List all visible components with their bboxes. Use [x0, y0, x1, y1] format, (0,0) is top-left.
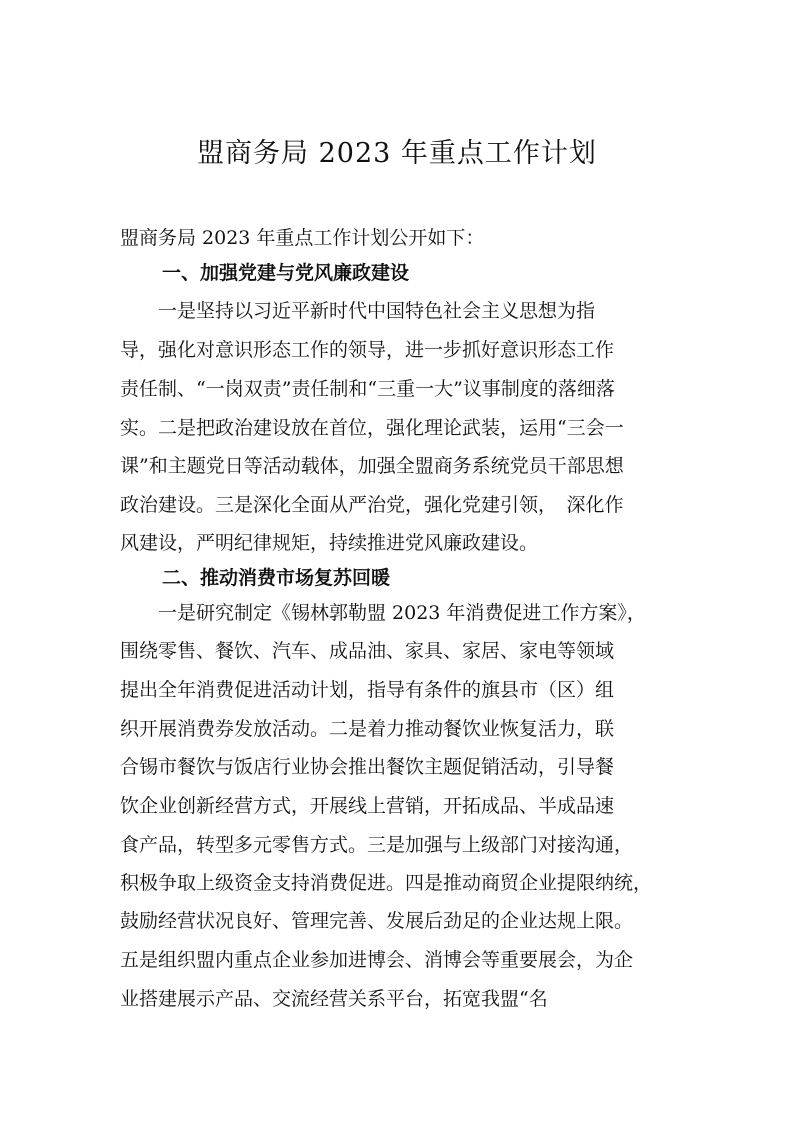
section-2-line: 五是组织盟内重点企业参加进博会、消博会等重要展会，为企: [120, 949, 634, 971]
section-2-line: 围绕零售、餐饮、汽车、成品油、家具、家居、家电等领域: [120, 640, 615, 662]
section-2-line: 织开展消费券发放活动。二是着力推动餐饮业恢复活力，联: [120, 718, 615, 740]
section-2-line: 业搭建展示产品、交流经营关系平台，拓宽我盟“名: [120, 988, 548, 1010]
section-1-line: 导，强化对意识形态工作的领导，进一步抓好意识形态工作: [120, 339, 615, 361]
section-heading-2: 二、推动消费市场复苏回暖: [162, 567, 391, 589]
intro-line: 盟商务局 2023 年重点工作计划公开如下：: [120, 227, 485, 249]
section-1-line: 实。二是把政治建设放在首位，强化理论武装，运用“三会一: [120, 417, 624, 439]
section-1-line: 政治建设。三是深化全面从严治党，强化党建引领， 深化作: [120, 494, 624, 516]
section-2-line: 一是研究制定《锡林郭勒盟 2023 年消费促进工作方案》，: [120, 602, 646, 624]
section-2-line: 合锡市餐饮与饭店行业协会推出餐饮主题促销活动，引导餐: [120, 756, 615, 778]
document-title: 盟商务局 2023 年重点工作计划: [197, 138, 597, 169]
section-2-line: 食产品，转型多元零售方式。三是加强与上级部门对接沟通，: [120, 834, 634, 856]
section-1-line: 课”和主题党日等活动载体，加强全盟商务系统党员干部思想: [120, 455, 624, 477]
section-2-line: 积极争取上级资金支持消费促进。四是推动商贸企业提限纳统，: [120, 872, 653, 894]
section-1-line: 一是坚持以习近平新时代中国特色社会主义思想为指: [120, 300, 596, 322]
section-2-line: 饮企业创新经营方式，开展线上营销，开拓成品、半成品速: [120, 795, 615, 817]
section-1-line: 责任制、“一岗双责”责任制和“三重一大”议事制度的落细落: [120, 378, 615, 400]
section-2-line: 提出全年消费促进活动计划，指导有条件的旗县市（区）组: [120, 679, 615, 701]
section-heading-1: 一、加强党建与党风廉政建设: [162, 262, 410, 284]
section-2-line: 鼓励经营状况良好、管理完善、发展后劲足的企业达规上限。: [120, 910, 634, 932]
section-1-line: 风建设，严明纪律规矩，持续推进党风廉政建设。: [120, 532, 539, 554]
